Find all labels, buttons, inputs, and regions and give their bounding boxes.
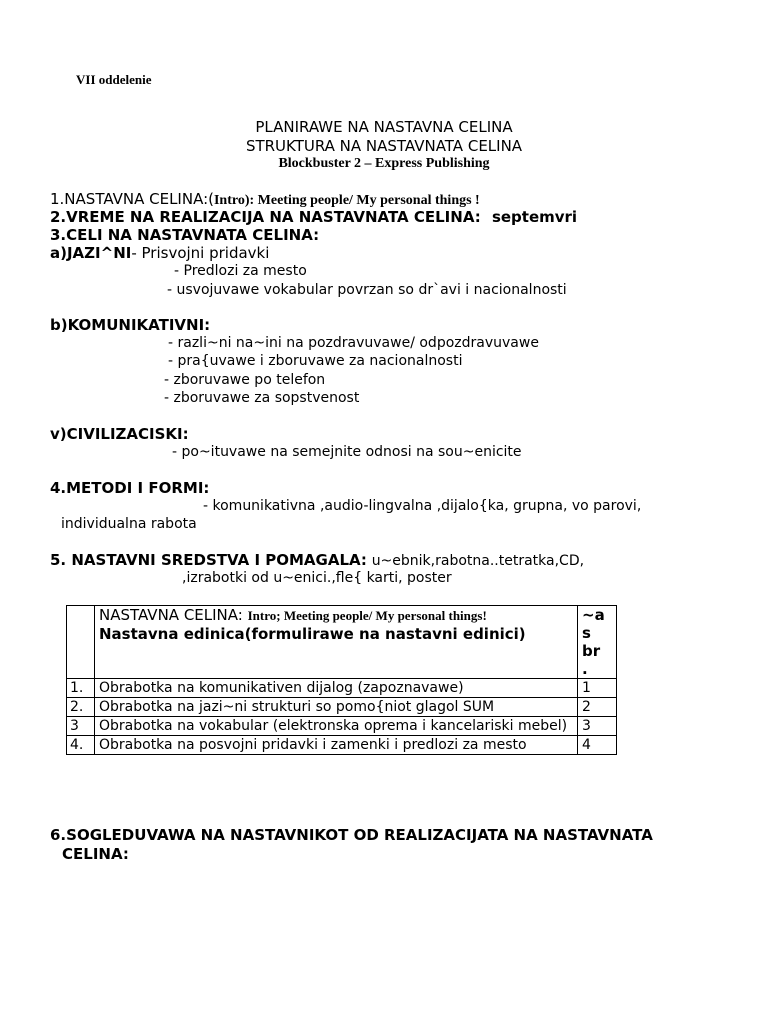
row-number: 1.	[67, 679, 95, 698]
section-2-value: septemvri	[491, 208, 578, 226]
materials-line-2: ,izrabotki od u~enici.,fle{ karti, poster	[182, 570, 452, 586]
table-header-row	[67, 606, 617, 679]
linguistic-item-2: - Predlozi za mesto	[174, 263, 307, 279]
section-2	[50, 208, 577, 226]
section-1	[50, 190, 480, 209]
header-lesson-label: Nastavna edinica(formulirawe na nastavni edinici)	[99, 625, 526, 643]
methods-line-2: individualna rabota	[61, 516, 197, 532]
civilization-item-1: - po~ituvawe na semejnite odnosi na sou~enicite	[172, 444, 522, 460]
row-number: 3	[67, 717, 95, 736]
linguistic-item-1: - Prisvojni pridavki	[131, 244, 270, 262]
linguistic-goals	[50, 244, 269, 262]
row-text: Obrabotka na posvojni pridavki i zamenki i predlozi za mesto	[95, 736, 578, 755]
count-header-line: s	[582, 624, 591, 642]
linguistic-item-3: - usvojuvawe vokabular povrzan so dr`avi i nacionalnosti	[167, 282, 567, 298]
row-text: Obrabotka na komunikativen dijalog (zapoznavawe)	[95, 679, 578, 698]
section-1-label: 1.NASTAVNA CELINA	[50, 190, 204, 208]
communicative-item-1: - razli~ni na~ini na pozdravuvawe/ odpozdravuvawe	[168, 335, 539, 351]
count-header-line: ~a	[582, 606, 605, 624]
methods-line-1: - komunikativna ,audio-lingvalna ,dijalo{ka, grupna, vo parovi,	[203, 498, 642, 514]
table-row	[67, 698, 617, 717]
row-count: 3	[578, 717, 617, 736]
linguistic-label: a)JAZI^NI	[50, 244, 132, 262]
table-row	[67, 717, 617, 736]
textbook-subtitle: Blockbuster 2 – Express Publishing	[278, 156, 490, 171]
section-5-label: 5. NASTAVNI SREDSTVA I POMAGALA:	[50, 551, 367, 569]
header-unit-label: NASTAVNA CELINA:	[99, 606, 243, 624]
table-row	[67, 736, 617, 755]
section-5	[50, 551, 584, 569]
structure-title: STRUKTURA NA NASTAVNATA CELINA	[245, 137, 523, 155]
communicative-item-3: - zboruvawe po telefon	[164, 372, 326, 388]
communicative-item-2: - pra{uvawe i zboruvawe za nacionalnosti	[168, 353, 463, 369]
section-3-label: 3.CELI NA NASTAVNATA CELINA:	[50, 226, 320, 244]
communicative-label: b)KOMUNIKATIVNI:	[50, 316, 211, 334]
section-6-line-2: CELINA:	[62, 845, 129, 863]
row-text: Obrabotka na vokabular (elektronska oprema i kancelariski mebel)	[95, 717, 578, 736]
lesson-units-table	[66, 605, 617, 755]
header-unit-value: Intro; Meeting people/ My personal things!	[247, 608, 487, 623]
row-count: 2	[578, 698, 617, 717]
communicative-item-4: - zboruvawe za sopstvenost	[164, 390, 360, 406]
main-title: PLANIRAWE NA NASTAVNA CELINA	[255, 118, 513, 136]
row-count: 4	[578, 736, 617, 755]
table-row	[67, 679, 617, 698]
header-unit-cell	[95, 606, 578, 679]
row-text: Obrabotka na jazi~ni strukturi so pomo{niot glagol SUM	[95, 698, 578, 717]
section-1-value: Intro): Meeting people/ My personal things !	[213, 193, 480, 208]
section-6-line-1: 6.SOGLEDUVAWA NA NASTAVNIKOT OD REALIZACIJATA NA NASTAVNATA	[50, 826, 653, 844]
grade-label: VII oddelenie	[76, 72, 152, 87]
section-1-separator: :(	[203, 190, 214, 208]
count-header-line: br	[582, 642, 601, 660]
section-4-label: 4.METODI I FORMI:	[50, 479, 210, 497]
civilization-label: v)CIVILIZACISKI:	[50, 425, 189, 443]
header-count-cell	[578, 606, 617, 679]
row-number: 2.	[67, 698, 95, 717]
count-header-line: .	[582, 660, 588, 678]
header-number-cell	[67, 606, 95, 679]
materials-line-1: u~ebnik,rabotna..tetratka,CD,	[371, 553, 585, 569]
row-count: 1	[578, 679, 617, 698]
row-number: 4.	[67, 736, 95, 755]
section-2-label: 2.VREME NA REALIZACIJA NA NASTAVNATA CELINA:	[50, 208, 481, 226]
